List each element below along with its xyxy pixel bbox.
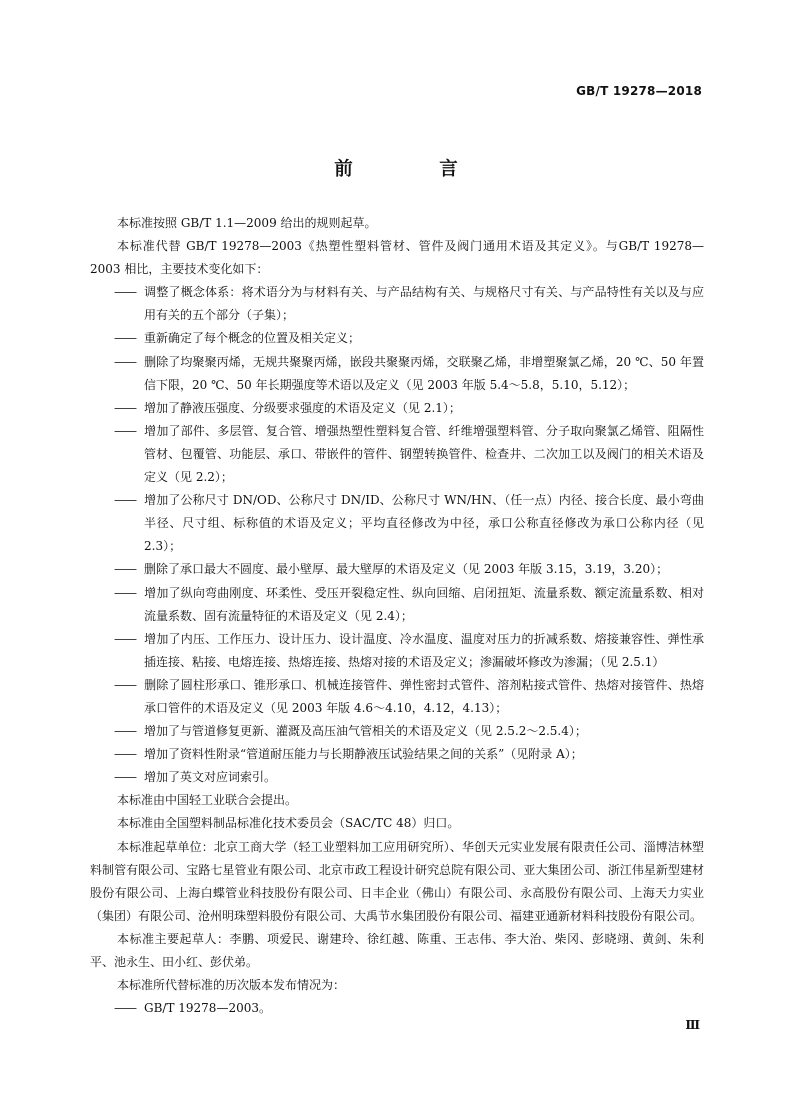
history-item-text: GB/T 19278—2003。 xyxy=(144,1001,271,1016)
change-item-text: 删除了均聚聚丙烯，无规共聚聚丙烯，嵌段共聚聚丙烯，交联聚乙烯，非增塑聚氯乙烯，20 ℃、50 年置信下限，20 ℃、50 年长期强度等术语以及定义（见 2003 年版 5.4～5.8，5.10，5.12）； xyxy=(144,354,704,392)
closing-paragraph: 本标准由全国塑料制品标准化技术委员会（SAC/TC 48）归口。 xyxy=(117,816,460,831)
page-title: 前 言 xyxy=(334,159,492,180)
change-item xyxy=(90,489,704,558)
dash-bullet: —— xyxy=(114,493,136,508)
dash-bullet: —— xyxy=(114,354,136,369)
dash-bullet: —— xyxy=(114,631,136,646)
change-item-text: 删除了承口最大不圆度、最小壁厚、最大壁厚的术语及定义（见 2003 年版 3.15，3.19，3.20）； xyxy=(144,562,669,577)
dash-bullet: —— xyxy=(114,285,136,300)
dash-bullet: —— xyxy=(114,724,136,739)
change-item xyxy=(90,628,704,674)
dash-bullet: —— xyxy=(114,747,136,762)
change-item-text: 增加了部件、多层管、复合管、增强热塑性塑料复合管、纤维增强塑料管、分子取向聚氯乙烯管、阻隔性管材、包覆管、功能层、承口、带嵌件的管件、钢塑转换管件、检查井、二次加工以及阀门的相关术语及定义（见 2.2）； xyxy=(144,423,704,485)
dash-bullet: —— xyxy=(114,562,136,577)
dash-bullet: —— xyxy=(114,677,136,692)
standard-code-header: GB/T 19278—2018 xyxy=(576,84,702,98)
foreword-body xyxy=(90,212,704,1020)
drafters-paragraph: 本标准主要起草人：李鹏、项爱民、谢建玲、徐红越、陈重、王志伟、李大治、柴冈、彭晓翊、黄剑、朱利平、池永生、田小红、彭伏弟。 xyxy=(90,931,704,969)
change-item xyxy=(90,281,704,327)
change-item-text: 调整了概念体系：将术语分为与材料有关、与产品结构有关、与规格尺寸有关、与产品特性有关以及与应用有关的五个部分（子集）； xyxy=(144,285,704,323)
closing-paragraph: 本标准由中国轻工业联合会提出。 xyxy=(117,793,298,808)
change-item xyxy=(90,327,704,350)
history-intro-paragraph: 本标准所代替标准的历次版本发布情况为： xyxy=(117,978,346,993)
change-item-text: 增加了资料性附录“管道耐压能力与长期静液压试验结果之间的关系”（见附录 A）； xyxy=(144,747,583,762)
change-item xyxy=(90,720,704,743)
change-item-text: 增加了英文对应词索引。 xyxy=(144,770,277,785)
change-item xyxy=(90,743,704,766)
dash-bullet: —— xyxy=(114,400,136,415)
change-item xyxy=(90,674,704,720)
history-item xyxy=(90,997,704,1020)
change-item-text: 增加了静液压强度、分级要求强度的术语及定义（见 2.1）； xyxy=(144,400,461,415)
drafting-units-paragraph: 本标准起草单位：北京工商大学（轻工业塑料加工应用研究所）、华创天元实业发展有限责任公司、淄博洁林塑料制管有限公司、宝路七星管业有限公司、北京市政工程设计研究总院有限公司、亚大集团公司、浙江伟星新型建材股份有限公司、上海白蝶管业科技股份有限公司、日丰企业（佛山）有限公司、永高股份有限公司、上海天力实业（集团）有限公司、沧州明珠塑料股份有限公司、大禹节水集团股份有限公司、福建亚通新材料科技股份有限公司。 xyxy=(90,839,704,923)
dash-bullet: —— xyxy=(114,770,136,785)
dash-bullet: —— xyxy=(114,1001,136,1016)
change-item-text: 增加了纵向弯曲刚度、环柔性、受压开裂稳定性、纵向回缩、启闭扭矩、流量系数、额定流量系数、相对流量系数、固有流量特征的术语及定义（见 2.4）； xyxy=(144,585,704,623)
dash-bullet: —— xyxy=(114,585,136,600)
change-item xyxy=(90,397,704,420)
change-item xyxy=(90,351,704,397)
change-item-text: 重新确定了每个概念的位置及相关定义； xyxy=(144,331,361,346)
change-item xyxy=(90,558,704,581)
dash-bullet: —— xyxy=(114,423,136,438)
change-item-text: 增加了与管道修复更新、灌溉及高压油气管相关的术语及定义（见 2.5.2～2.5.4）； xyxy=(144,724,587,739)
page-number: Ⅲ xyxy=(685,1018,700,1032)
change-item-text: 删除了圆柱形承口、锥形承口、机械连接管件、弹性密封式管件、溶剂粘接式管件、热熔对接管件、热熔承口管件的术语及定义（见 2003 年版 4.6～4.10，4.12，4.13）； xyxy=(144,677,704,715)
intro-paragraph: 本标准代替 GB/T 19278—2003《热塑性塑料管材、管件及阀门通用术语及其定义》。与GB/T 19278—2003 相比，主要技术变化如下： xyxy=(90,239,704,277)
change-item xyxy=(90,420,704,489)
change-item-text: 增加了内压、工作压力、设计压力、设计温度、冷水温度、温度对压力的折减系数、熔接兼容性、弹性承插连接、粘接、电熔连接、热熔连接、热熔对接的术语及定义；渗漏破坏修改为渗漏；（见 2.5.1） xyxy=(144,631,704,669)
change-item xyxy=(90,582,704,628)
change-item xyxy=(90,766,704,789)
dash-bullet: —— xyxy=(114,331,136,346)
intro-paragraph: 本标准按照 GB/T 1.1—2009 给出的规则起草。 xyxy=(117,216,377,230)
change-item-text: 增加了公称尺寸 DN/OD、公称尺寸 DN/ID、公称尺寸 WN/HN、（任一点）内径、接合长度、最小弯曲半径、尺寸组、标称值的术语及定义；平均直径修改为中径，承口公称直径修改为承口公称内径（见 2.3）； xyxy=(144,493,704,554)
